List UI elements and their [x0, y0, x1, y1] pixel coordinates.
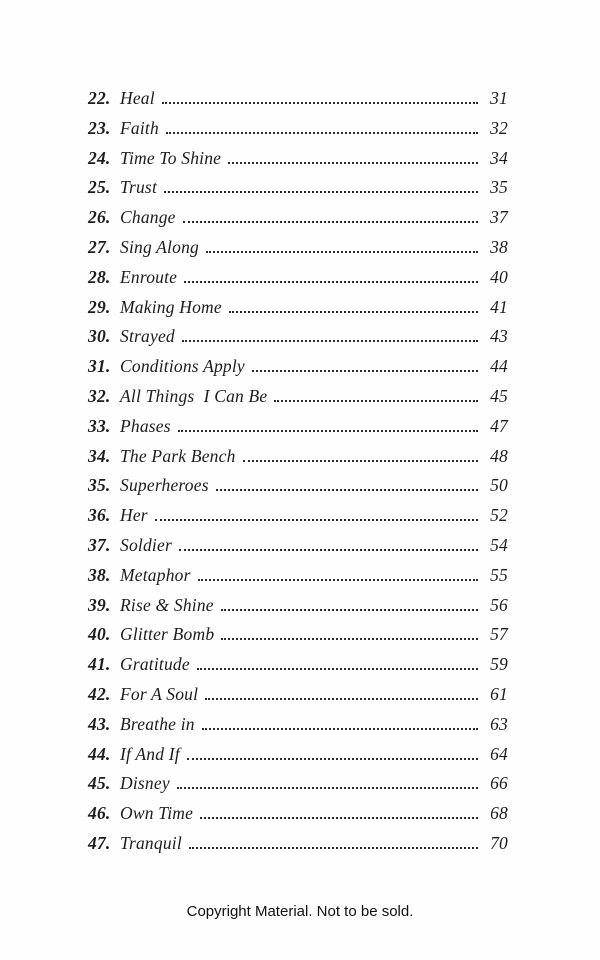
entry-title: If And If — [120, 743, 180, 764]
toc-entry — [88, 207, 508, 237]
toc-entry — [88, 297, 508, 327]
toc-entry — [88, 654, 508, 684]
toc-entry — [88, 505, 508, 535]
dot-leader — [183, 221, 478, 223]
toc-entry — [88, 148, 508, 178]
dot-leader — [166, 132, 478, 134]
entry-page-number: 32 — [490, 117, 508, 138]
entry-title: Superheroes — [120, 475, 209, 496]
entry-number: 32. — [88, 385, 111, 406]
entry-title: Making Home — [120, 296, 222, 317]
entry-title: Soldier — [120, 534, 172, 555]
toc-entry — [88, 446, 508, 476]
dot-leader — [177, 787, 478, 789]
toc-entry — [88, 624, 508, 654]
entry-title: The Park Bench — [120, 445, 236, 466]
entry-number: 23. — [88, 117, 111, 138]
entry-page-number: 41 — [490, 296, 508, 317]
entry-page-number: 47 — [490, 415, 508, 436]
toc-entry — [88, 714, 508, 744]
entry-title: All Things I Can Be — [120, 385, 268, 406]
entry-title: Time To Shine — [120, 147, 222, 168]
entry-number: 27. — [88, 236, 111, 257]
entry-page-number: 56 — [490, 594, 508, 615]
entry-title: Glitter Bomb — [120, 624, 215, 645]
entry-number: 36. — [88, 505, 111, 526]
entry-title: Enroute — [120, 266, 178, 287]
entry-number: 41. — [88, 654, 111, 675]
dot-leader — [179, 549, 478, 551]
dot-leader — [228, 162, 478, 164]
entry-page-number: 59 — [490, 654, 508, 675]
toc-entry — [88, 88, 508, 118]
entry-title: Heal — [120, 88, 155, 108]
entry-page-number: 31 — [490, 88, 508, 108]
entry-page-number: 34 — [490, 147, 508, 168]
toc-entry — [88, 386, 508, 416]
dot-leader — [205, 698, 478, 700]
entry-number: 26. — [88, 207, 111, 228]
entry-number: 46. — [88, 803, 111, 824]
dot-leader — [155, 519, 478, 521]
entry-page-number: 70 — [490, 832, 508, 853]
entry-number: 25. — [88, 177, 111, 198]
dot-leader — [202, 728, 478, 730]
entry-page-number: 66 — [490, 773, 508, 794]
toc-list — [88, 88, 508, 863]
entry-number: 31. — [88, 356, 111, 377]
entry-title: Rise & Shine — [120, 594, 214, 615]
entry-number: 40. — [88, 624, 111, 645]
entry-number: 35. — [88, 475, 111, 496]
entry-number: 38. — [88, 564, 111, 585]
entry-number: 28. — [88, 266, 111, 287]
entry-number: 34. — [88, 445, 111, 466]
toc-entry — [88, 535, 508, 565]
entry-number: 42. — [88, 683, 111, 704]
dot-leader — [187, 758, 478, 760]
entry-page-number: 38 — [490, 236, 508, 257]
dot-leader — [274, 400, 478, 402]
entry-number: 37. — [88, 534, 111, 555]
entry-page-number: 48 — [490, 445, 508, 466]
dot-leader — [221, 638, 478, 640]
entry-title: Trust — [120, 177, 157, 198]
entry-title: For A Soul — [120, 683, 199, 704]
dot-leader — [243, 460, 478, 462]
toc-entry — [88, 803, 508, 833]
entry-title: Disney — [120, 773, 170, 794]
dot-leader — [164, 191, 478, 193]
entry-title: Sing Along — [120, 236, 199, 257]
entry-title: Metaphor — [120, 564, 191, 585]
entry-page-number: 40 — [490, 266, 508, 287]
entry-page-number: 52 — [490, 505, 508, 526]
dot-leader — [200, 817, 478, 819]
entry-page-number: 37 — [490, 207, 508, 228]
entry-page-number: 61 — [490, 683, 508, 704]
entry-title: Breathe in — [120, 713, 195, 734]
entry-page-number: 64 — [490, 743, 508, 764]
dot-leader — [198, 579, 478, 581]
entry-number: 44. — [88, 743, 111, 764]
toc-entry — [88, 565, 508, 595]
entry-title: Her — [120, 505, 148, 526]
dot-leader — [221, 609, 478, 611]
toc-entry — [88, 118, 508, 148]
dot-leader — [182, 340, 478, 342]
toc-entry — [88, 475, 508, 505]
entry-number: 47. — [88, 832, 111, 853]
entry-title: Phases — [120, 415, 171, 436]
entry-page-number: 50 — [490, 475, 508, 496]
entry-page-number: 55 — [490, 564, 508, 585]
toc-entry — [88, 416, 508, 446]
entry-number: 24. — [88, 147, 111, 168]
entry-number: 39. — [88, 594, 111, 615]
dot-leader — [229, 311, 478, 313]
entry-page-number: 54 — [490, 534, 508, 555]
dot-leader — [206, 251, 478, 253]
toc-entry — [88, 744, 508, 774]
copyright-footer: Copyright Material. Not to be sold. — [186, 903, 414, 920]
dot-leader — [162, 102, 478, 104]
entry-number: 43. — [88, 713, 111, 734]
entry-page-number: 45 — [490, 385, 508, 406]
entry-title: Gratitude — [120, 654, 190, 675]
entry-page-number: 68 — [490, 803, 508, 824]
entry-number: 22. — [88, 88, 111, 108]
entry-title: Own Time — [120, 803, 194, 824]
toc-entry — [88, 237, 508, 267]
toc-entry — [88, 177, 508, 207]
toc-entry — [88, 684, 508, 714]
entry-page-number: 35 — [490, 177, 508, 198]
entry-page-number: 43 — [490, 326, 508, 347]
entry-number: 45. — [88, 773, 111, 794]
dot-leader — [216, 489, 478, 491]
dot-leader — [184, 281, 478, 283]
entry-page-number: 63 — [490, 713, 508, 734]
entry-number: 30. — [88, 326, 111, 347]
entry-title: Strayed — [120, 326, 175, 347]
entry-title: Tranquil — [120, 832, 182, 853]
entry-page-number: 44 — [490, 356, 508, 377]
dot-leader — [197, 668, 478, 670]
entry-title: Faith — [120, 117, 159, 138]
toc-entry — [88, 833, 508, 863]
toc-entry — [88, 595, 508, 625]
toc-entry — [88, 356, 508, 386]
toc-entry — [88, 773, 508, 803]
dot-leader — [189, 847, 478, 849]
entry-number: 29. — [88, 296, 111, 317]
entry-title: Change — [120, 207, 176, 228]
entry-page-number: 57 — [490, 624, 508, 645]
toc-entry — [88, 267, 508, 297]
dot-leader — [252, 370, 478, 372]
entry-number: 33. — [88, 415, 111, 436]
entry-title: Conditions Apply — [120, 356, 245, 377]
toc-entry — [88, 326, 508, 356]
dot-leader — [178, 430, 478, 432]
